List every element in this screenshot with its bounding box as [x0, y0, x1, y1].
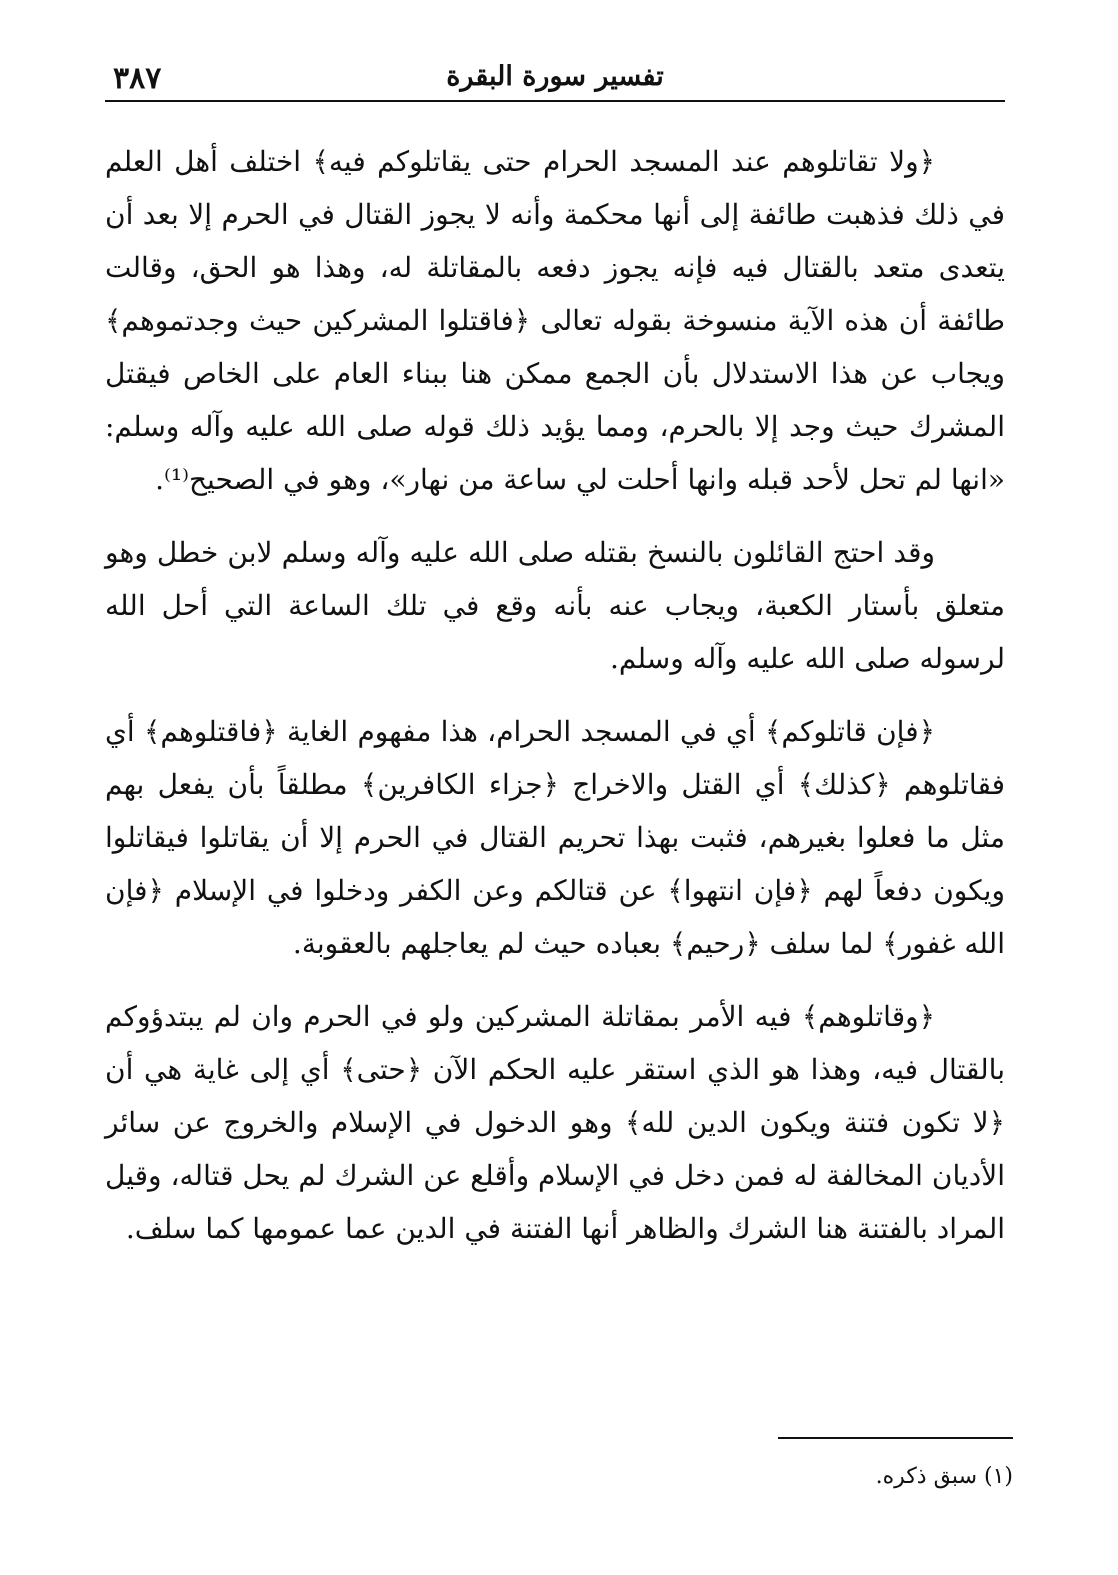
- page-header: [105, 55, 1005, 102]
- paragraph-4: ﴿وقاتلوهم﴾ فيه الأمر بمقاتلة المشركين ولو في الحرم وان لم يبتدؤوكم بالقتال فيه، وهذا هو الذي استقر عليه الحكم الآن ﴿حتى﴾ أي إلى غاية هي أن ﴿لا تكون فتنة ويكون الدين لله﴾ وهو الدخول في الإسلام والخروج عن سائر الأديان المخالفة له فمن دخل في الإسلام وأقلع عن الشرك لم يحل قتاله، وقيل المراد بالفتنة هنا الشرك والظاهر أنها الفتنة في الدين عما عمومها كما سلف.: [105, 1000, 1005, 1245]
- paragraph-3: ﴿فإن قاتلوكم﴾ أي في المسجد الحرام، هذا مفهوم الغاية ﴿فاقتلوهم﴾ أي فقاتلوهم ﴿كذلك﴾ أي القتل والاخراج ﴿جزاء الكافرين﴾ مطلقاً بأن يفعل بهم مثل ما فعلوا بغيرهم، فثبت بهذا تحريم القتال في الحرم إلا أن يقاتلوا فيقاتلوا ويكون دفعاً لهم ﴿فإن انتهوا﴾ عن قتالكم وعن الكفر ودخلوا في الإسلام ﴿فإن الله غفور﴾ لما سلف ﴿رحيم﴾ بعباده حيث لم يعاجلهم بالعقوبة.: [105, 715, 1005, 960]
- page-number: ٣٨٧: [113, 61, 162, 96]
- paragraph-1: ﴿ولا تقاتلوهم عند المسجد الحرام حتى يقاتلوكم فيه﴾ اختلف أهل العلم في ذلك فذهبت طائفة إلى أنها محكمة وأنه لا يجوز القتال في الحرم إلا بعد أن يتعدى متعد بالقتال فيه فإنه يجوز دفعه بالمقاتلة له، وهذا هو الحق، وقالت طائفة أن هذه الآية منسوخة بقوله تعالى ﴿فاقتلوا المشركين حيث وجدتموهم﴾ ويجاب عن هذا الاستدلال بأن الجمع ممكن هنا ببناء العام على الخاص فيقتل المشرك حيث وجد إلا بالحرم، ومما يؤيد ذلك قوله صلى الله عليه وآله وسلم: «انها لم تحل لأحد قبله وانها أحلت لي ساعة من نهار»، وهو في الصحيح⁽¹⁾.: [105, 145, 1005, 496]
- main-text: [105, 135, 1005, 1275]
- footnote-divider: [778, 1437, 1013, 1439]
- footnote: (١) سبق ذكره.: [875, 1464, 1013, 1489]
- running-title: تفسير سورة البقرة: [446, 61, 664, 92]
- paragraph-2: وقد احتج القائلون بالنسخ بقتله صلى الله عليه وآله وسلم لابن خطل وهو متعلق بأستار الكعبة، ويجاب عنه بأنه وقع في تلك الساعة التي أحل الله لرسوله صلى الله عليه وآله وسلم.: [105, 536, 1005, 675]
